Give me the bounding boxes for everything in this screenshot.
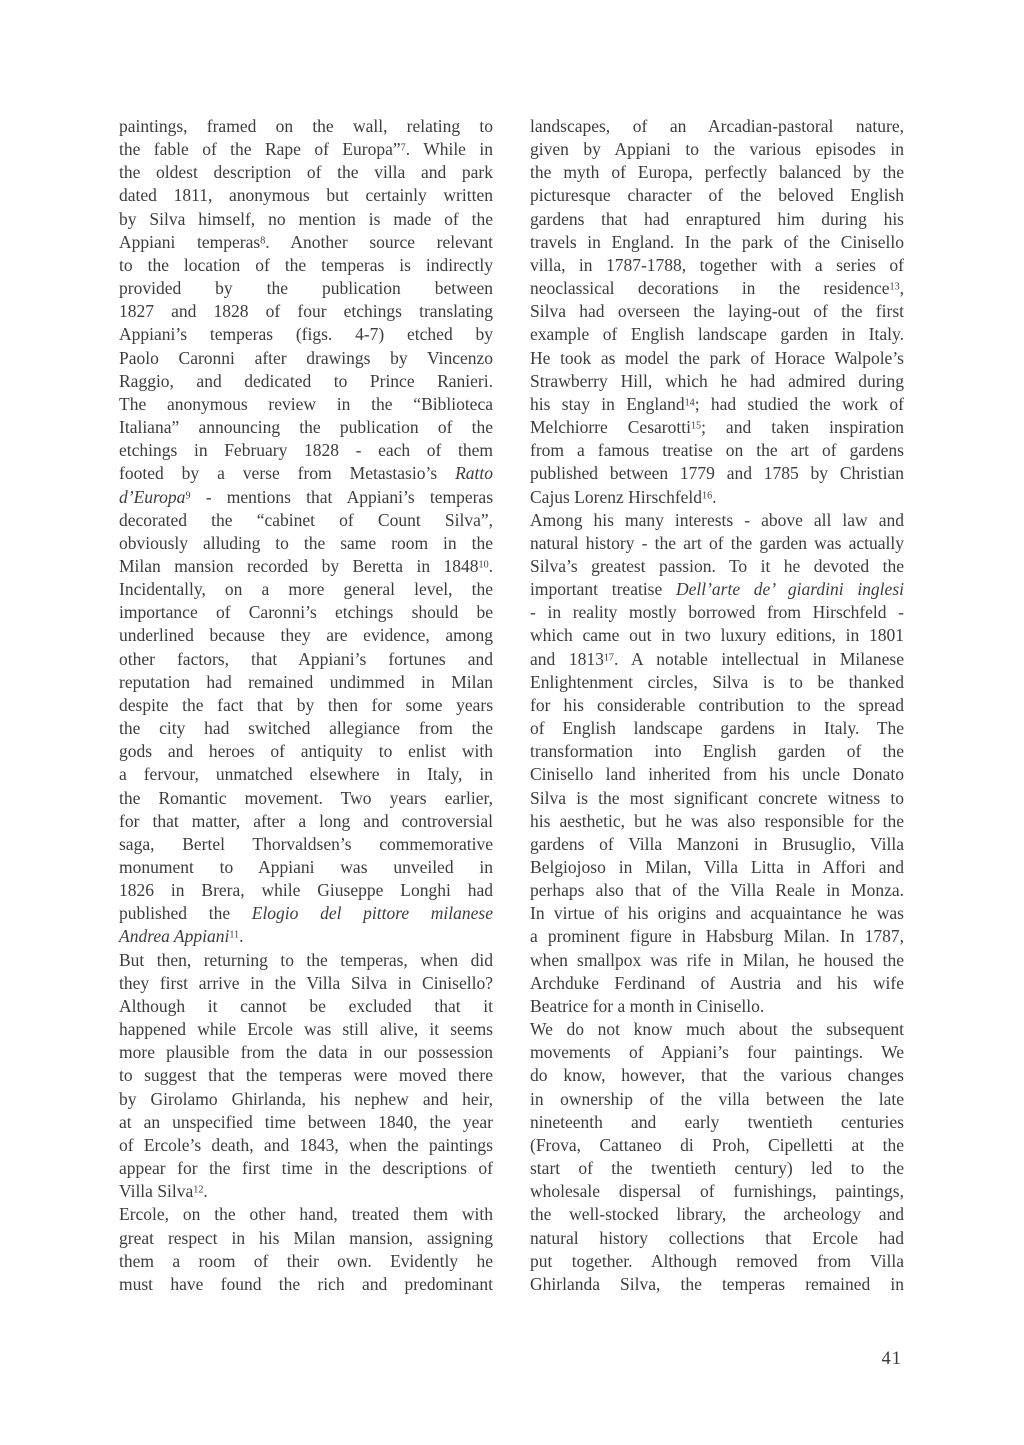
text-line — [530, 208, 904, 231]
text-run: perhaps also that of the Villa Reale in Monza. — [530, 880, 904, 901]
footnote-reference: 17 — [603, 652, 614, 664]
text-line — [530, 624, 904, 647]
text-line — [530, 648, 904, 671]
text-run: Appiani’s temperas (figs. 4-7) etched by — [119, 324, 493, 345]
text-run: underlined because they are evidence, among — [119, 625, 493, 646]
text-run: the oldest description of the villa and park — [119, 162, 493, 183]
text-line — [530, 787, 904, 810]
text-line — [530, 902, 904, 925]
paragraph — [119, 949, 493, 1204]
text-run: dated 1811, anonymous but certainly written — [119, 185, 493, 206]
paragraph — [530, 1018, 904, 1296]
text-line — [119, 624, 493, 647]
text-run: Italiana” announcing the publication of the — [119, 417, 493, 438]
text-run: of Ercole’s death, and 1843, when the paintings — [119, 1134, 493, 1155]
text-run: travels in England. In the park of the Cinisello — [530, 231, 904, 252]
text-run: to suggest that the temperas were moved there — [119, 1065, 493, 1086]
text-run: Villa Silva — [119, 1181, 194, 1202]
text-line — [530, 161, 904, 184]
text-line — [119, 879, 493, 902]
text-run: Raggio, and dedicated to Prince Ranieri. — [119, 370, 493, 391]
text-run: . Another source relevant — [265, 231, 494, 252]
text-run: ; had studied the work of — [694, 393, 905, 414]
text-line — [530, 347, 904, 370]
text-run: transformation into English garden of the — [530, 741, 904, 762]
text-run: his stay in England — [530, 393, 685, 414]
text-run: 1827 and 1828 of four etchings translating — [119, 301, 493, 322]
text-run: 1826 in Brera, while Giuseppe Longhi had — [119, 880, 493, 901]
footnote-reference: 15 — [690, 420, 702, 432]
text-line — [119, 138, 493, 161]
text-line — [530, 1018, 904, 1041]
text-line — [530, 1227, 904, 1250]
text-run: by Girolamo Ghirlanda, his nephew and heir, — [119, 1088, 493, 1109]
text-run: Elogio del pittore milanese — [251, 903, 493, 924]
text-run: for his considerable contribution to the spread — [530, 694, 904, 715]
text-run: Archduke Ferdinand of Austria and his wife — [530, 972, 904, 993]
text-run: . — [203, 1181, 208, 1202]
text-line — [530, 439, 904, 462]
text-run: movements of Appiani’s four paintings. We — [530, 1042, 904, 1063]
text-line — [530, 532, 904, 555]
text-column-right — [530, 115, 904, 1296]
text-line — [119, 648, 493, 671]
text-run: important treatise — [530, 579, 676, 600]
text-run: saga, Bertel Thorvaldsen’s commemorative — [119, 833, 493, 854]
text-line — [530, 879, 904, 902]
footnote-reference: 9 — [185, 489, 191, 501]
text-line — [530, 555, 904, 578]
text-line — [530, 833, 904, 856]
text-line — [530, 509, 904, 532]
text-line — [530, 1273, 904, 1296]
text-line — [119, 1134, 493, 1157]
text-run: Belgiojoso in Milan, Villa Litta in Affori and — [530, 857, 904, 877]
text-line — [119, 254, 493, 277]
text-run: more plausible from the data in our possession — [119, 1042, 493, 1063]
text-run: for that matter, after a long and controversial — [119, 810, 493, 831]
text-run: they first arrive in the Villa Silva in Cinisello? — [119, 972, 493, 993]
text-run: Enlightenment circles, Silva is to be thanked — [530, 671, 904, 692]
text-line — [530, 254, 904, 277]
text-run: Ratto — [455, 463, 493, 484]
footnote-reference: 14 — [684, 397, 695, 409]
text-run: Dell’arte de’ giardini inglesi — [675, 579, 904, 600]
text-run: appear for the first time in the descriptions of — [119, 1158, 493, 1179]
footnote-reference: 10 — [478, 559, 489, 571]
text-line — [530, 1157, 904, 1180]
text-line — [530, 370, 904, 393]
text-run: published between 1779 and 1785 by Christian — [530, 463, 904, 484]
text-line — [119, 578, 493, 601]
text-line — [119, 1227, 493, 1250]
text-run: . — [488, 555, 493, 576]
text-line — [119, 231, 493, 254]
text-line — [119, 277, 493, 300]
text-column-left — [119, 115, 493, 1296]
text-run: his aesthetic, but he was also responsible for the — [530, 810, 904, 831]
text-line — [530, 601, 904, 624]
text-run: Silva had overseen the laying-out of the first — [530, 301, 904, 322]
text-run: and 1813 — [530, 648, 604, 669]
text-run: The anonymous review in the “Biblioteca — [119, 393, 493, 414]
text-run: the well-stocked library, the archeology and — [530, 1204, 904, 1225]
text-line — [119, 370, 493, 393]
text-line — [530, 671, 904, 694]
text-run: Cinisello land inherited from his uncle Donato — [530, 764, 904, 785]
text-line — [119, 393, 493, 416]
text-line — [530, 462, 904, 485]
text-run: Andrea Appiani — [119, 926, 230, 947]
text-line — [119, 300, 493, 323]
text-line — [530, 810, 904, 833]
text-line — [530, 486, 904, 509]
text-run: etchings in February 1828 - each of them — [119, 440, 493, 461]
text-line — [119, 115, 493, 138]
text-line — [530, 1111, 904, 1134]
text-run: picturesque character of the beloved English — [530, 185, 904, 206]
text-line — [119, 462, 493, 485]
text-line — [119, 1157, 493, 1180]
text-run: landscapes, of an Arcadian-pastoral nature, — [530, 116, 904, 136]
text-run: d’Europa — [119, 486, 186, 507]
text-line — [119, 925, 493, 948]
text-line — [530, 184, 904, 207]
text-run: Among his many interests - above all law and — [530, 509, 904, 530]
text-run: despite the fact that by then for some years — [119, 694, 493, 715]
text-line — [119, 208, 493, 231]
text-run: gods and heroes of antiquity to enlist with — [119, 741, 493, 762]
text-run: villa, in 1787-1788, together with a series of — [530, 254, 904, 275]
text-run: gardens that had enraptured him during his — [530, 208, 904, 229]
text-run: must have found the rich and predominant — [119, 1273, 493, 1294]
text-line — [119, 810, 493, 833]
text-run: the fable of the Rape of Europa” — [119, 139, 401, 160]
footnote-reference: 8 — [260, 235, 266, 247]
text-line — [119, 1088, 493, 1111]
paragraph — [119, 115, 493, 949]
text-run: , — [899, 278, 904, 299]
footnote-reference: 11 — [229, 929, 240, 941]
text-line — [530, 277, 904, 300]
text-run: obviously alluding to the same room in the — [119, 532, 493, 553]
text-run: them a room of their own. Evidently he — [119, 1250, 493, 1271]
text-run: happened while Ercole was still alive, it seems — [119, 1019, 493, 1040]
text-run: great respect in his Milan mansion, assigning — [119, 1227, 493, 1248]
text-line — [530, 1250, 904, 1273]
text-line — [119, 1180, 493, 1203]
text-run: the myth of Europa, perfectly balanced by the — [530, 162, 904, 183]
text-line — [530, 949, 904, 972]
text-line — [530, 1134, 904, 1157]
text-line — [119, 995, 493, 1018]
text-run: natural history collections that Ercole had — [530, 1227, 904, 1248]
text-line — [119, 1273, 493, 1296]
text-run: Although it cannot be excluded that it — [119, 995, 493, 1016]
text-line — [530, 1203, 904, 1226]
text-run: the Romantic movement. Two years earlier, — [119, 787, 493, 808]
text-run: reputation had remained undimmed in Milan — [119, 671, 493, 692]
text-line — [119, 486, 493, 509]
text-run: . — [239, 926, 244, 947]
text-line — [530, 393, 904, 416]
text-line — [530, 578, 904, 601]
text-run: ; and taken inspiration — [701, 417, 904, 438]
text-run: nineteenth and early twentieth centuries — [530, 1111, 904, 1132]
text-line — [119, 509, 493, 532]
text-run: of English landscape gardens in Italy. The — [530, 718, 904, 739]
text-line — [119, 184, 493, 207]
text-run: He took as model the park of Horace Walpole’s — [530, 347, 904, 368]
text-line — [119, 856, 493, 879]
text-line — [530, 1041, 904, 1064]
text-run: given by Appiani to the various episodes in — [530, 139, 904, 160]
text-line — [119, 1041, 493, 1064]
text-line — [119, 972, 493, 995]
text-line — [119, 671, 493, 694]
text-run: In virtue of his origins and acquaintance he was — [530, 903, 904, 924]
text-run: put together. Although removed from Villa — [530, 1250, 904, 1271]
text-run: the city had switched allegiance from the — [119, 718, 493, 739]
text-line — [530, 694, 904, 717]
text-line — [119, 1250, 493, 1273]
text-line — [119, 1064, 493, 1087]
text-run: importance of Caronni’s etchings should be — [119, 602, 493, 623]
text-line — [119, 949, 493, 972]
text-line — [119, 532, 493, 555]
text-run: provided by the publication between — [119, 278, 493, 299]
text-line — [530, 1180, 904, 1203]
text-run: paintings, framed on the wall, relating to — [119, 116, 493, 136]
footnote-reference: 13 — [889, 281, 900, 293]
text-run: Paolo Caronni after drawings by Vincenzo — [119, 347, 493, 368]
text-line — [119, 555, 493, 578]
footnote-reference: 7 — [400, 142, 406, 154]
text-line — [530, 717, 904, 740]
text-run: . While in — [405, 139, 493, 160]
text-line — [530, 972, 904, 995]
text-run: gardens of Villa Manzoni in Brusuglio, Villa — [530, 833, 904, 854]
text-run: Incidentally, on a more general level, the — [119, 579, 493, 600]
text-line — [530, 323, 904, 346]
text-line — [530, 763, 904, 786]
text-run: Ercole, on the other hand, treated them with — [119, 1204, 493, 1225]
text-run: Silva is the most significant concrete witness to — [530, 787, 904, 808]
paragraph — [530, 509, 904, 1018]
text-line — [530, 231, 904, 254]
text-run: from a famous treatise on the art of gardens — [530, 440, 904, 461]
text-run: when smallpox was rife in Milan, he housed the — [530, 949, 904, 970]
paragraph — [530, 115, 904, 509]
page-number: 41 — [881, 1349, 902, 1369]
text-line — [119, 787, 493, 810]
text-run: (Frova, Cattaneo di Proh, Cipelletti at the — [530, 1134, 904, 1155]
text-run: - in reality mostly borrowed from Hirschfeld - — [530, 602, 904, 623]
text-run: Strawberry Hill, which he had admired during — [530, 370, 904, 391]
text-line — [119, 717, 493, 740]
text-run: We do not know much about the subsequent — [530, 1019, 904, 1040]
text-line — [530, 138, 904, 161]
text-run: Beatrice for a month in Cinisello. — [530, 995, 765, 1016]
text-run: a prominent figure in Habsburg Milan. In 1787, — [530, 926, 904, 947]
text-run: which came out in two luxury editions, in 1801 — [530, 625, 904, 646]
text-run: published the — [119, 903, 252, 924]
text-run: footed by a verse from Metastasio’s — [119, 463, 456, 484]
text-run: Silva’s greatest passion. To it he devoted the — [530, 555, 904, 576]
footnote-reference: 12 — [193, 1184, 204, 1196]
text-line — [119, 161, 493, 184]
text-line — [119, 1018, 493, 1041]
text-run: monument to Appiani was unveiled in — [119, 857, 493, 877]
text-line — [530, 740, 904, 763]
text-line — [119, 416, 493, 439]
text-run: to the location of the temperas is indirectly — [119, 254, 493, 275]
text-line — [530, 925, 904, 948]
text-line — [530, 1064, 904, 1087]
text-run: wholesale dispersal of furnishings, paintings, — [530, 1181, 904, 1202]
text-run: at an unspecified time between 1840, the year — [119, 1111, 493, 1132]
text-run: Milan mansion recorded by Beretta in 1848 — [119, 555, 479, 576]
text-line — [119, 1203, 493, 1226]
text-line — [119, 694, 493, 717]
text-run: But then, returning to the temperas, when did — [119, 949, 493, 970]
text-run: Ghirlanda Silva, the temperas remained in — [530, 1273, 904, 1294]
paragraph — [119, 1203, 493, 1296]
text-run: Appiani temperas — [119, 231, 261, 252]
text-run: by Silva himself, no mention is made of the — [119, 208, 493, 229]
text-run: natural history - the art of the garden was actually — [530, 532, 904, 553]
text-run: start of the twentieth century) led to the — [530, 1158, 904, 1179]
text-run: example of English landscape garden in Italy. — [530, 324, 904, 345]
text-run: decorated the “cabinet of Count Silva”, — [119, 509, 493, 530]
text-run: do know, however, that the various changes — [530, 1065, 904, 1086]
text-line — [530, 856, 904, 879]
text-line — [119, 740, 493, 763]
text-line — [119, 833, 493, 856]
text-run: - mentions that Appiani’s temperas — [190, 486, 493, 507]
text-line — [530, 115, 904, 138]
text-line — [119, 347, 493, 370]
text-line — [119, 1111, 493, 1134]
text-line — [119, 323, 493, 346]
text-run: in ownership of the villa between the late — [530, 1088, 904, 1109]
text-line — [119, 763, 493, 786]
footnote-reference: 16 — [702, 489, 713, 501]
text-run: . A notable intellectual in Milanese — [613, 648, 904, 669]
text-run: . — [712, 486, 717, 507]
text-run: neoclassical decorations in the residence — [530, 278, 890, 299]
text-run: other factors, that Appiani’s fortunes and — [119, 648, 493, 669]
text-line — [119, 439, 493, 462]
text-line — [530, 300, 904, 323]
text-run: Melchiorre Cesarotti — [530, 417, 691, 438]
text-line — [530, 416, 904, 439]
text-run: a fervour, unmatched elsewhere in Italy, in — [119, 764, 493, 785]
text-line — [119, 601, 493, 624]
text-line — [119, 902, 493, 925]
text-line — [530, 1088, 904, 1111]
text-line — [530, 995, 904, 1018]
text-run: Cajus Lorenz Hirschfeld — [530, 486, 703, 507]
